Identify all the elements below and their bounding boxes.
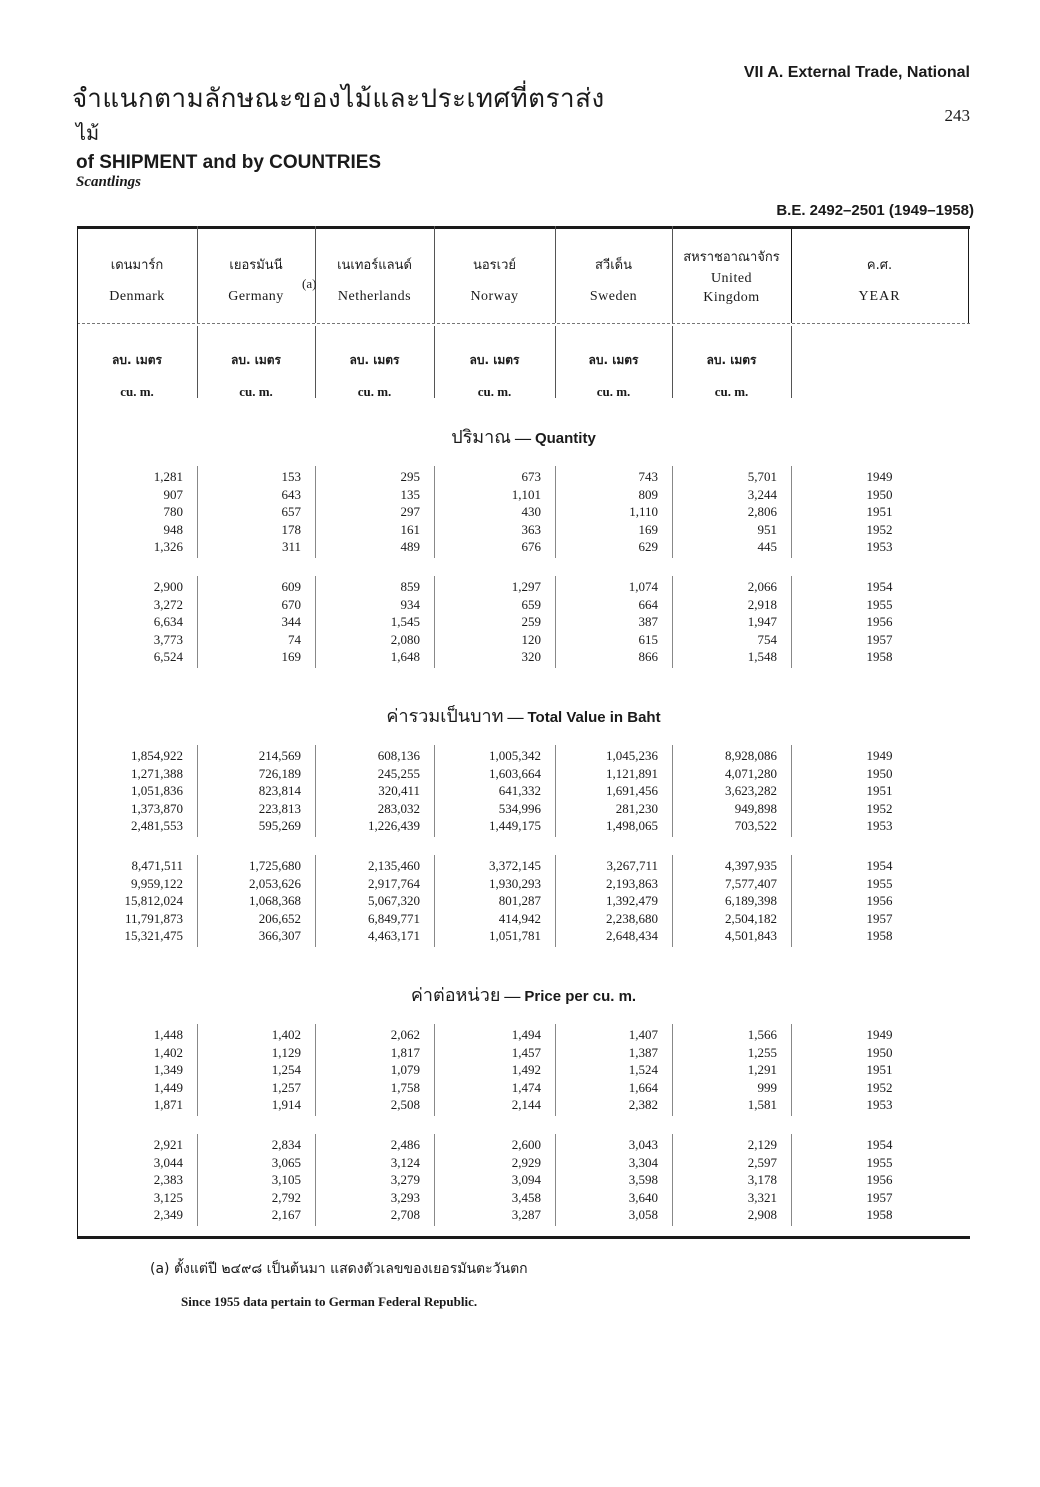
data-cell: 1,448 [153,1027,183,1042]
data-cell: 1,603,664 [489,765,541,781]
data-cell: 2,708 [390,1207,420,1223]
data-cell: 3,044 [153,1154,183,1170]
data-cell: 489 [400,539,420,555]
data-cell: 3,178 [747,1172,777,1188]
year-cell: 1956 [866,614,893,630]
year-cell: 1955 [866,596,893,612]
data-cell: 1,051,781 [489,928,541,944]
column-header-english: United Kingdom [703,271,760,305]
data-cell: 206,652 [258,910,301,926]
data-cell: 15,812,024 [124,893,183,909]
data-cell: 2,806 [747,504,777,520]
data-cell: 676 [521,539,541,555]
data-cell: 4,501,843 [725,928,777,944]
unit-label: ลบ. เมตร cu. m. [112,353,162,399]
data-cell: 2,144 [511,1097,541,1113]
data-cell: 311 [281,539,301,555]
data-cell: 1,449,175 [489,818,541,834]
group-separator [434,1134,435,1226]
data-cell: 743 [638,469,658,484]
column-header-year [791,256,968,306]
year-cell: 1957 [866,631,893,647]
year-cell: 1954 [866,579,893,594]
data-cell: 2,481,553 [131,818,183,834]
data-cell: 161 [400,521,420,537]
data-cell: 15,321,475 [124,928,183,944]
data-cell: 8,928,086 [725,748,777,763]
data-cell: 297 [400,504,420,520]
year-cell: 1952 [866,521,893,537]
data-cell: 948 [163,521,183,537]
year-cell: 1954 [866,858,893,873]
group-separator [197,1024,198,1116]
group-separator [434,745,435,837]
data-cell: 2,129 [747,1137,777,1152]
group-separator [672,466,673,558]
data-cell: 1,545 [390,614,420,630]
data-cell: 1,449 [153,1079,183,1095]
page-number: 243 [944,106,970,125]
data-cell: 2,929 [511,1154,541,1170]
data-cell: 2,349 [153,1207,183,1223]
year-cell: 1949 [866,748,893,763]
data-cell: 2,053,626 [249,875,301,891]
data-cell: 320,411 [378,783,420,799]
data-cell: 430 [521,504,541,520]
data-cell: 445 [757,539,777,555]
data-cell: 1,326 [153,539,183,555]
data-cell: 3,094 [511,1172,541,1188]
data-cell: 1,664 [628,1079,658,1095]
data-cell: 2,383 [153,1172,183,1188]
data-cell: 3,279 [390,1172,420,1188]
column-header-netherlands [315,256,434,306]
data-cell: 214,569 [258,748,301,763]
data-cell: 1,474 [511,1079,541,1095]
group-separator [197,466,198,558]
footnote-english: Since 1955 data pertain to German Federal Republic. [181,1294,478,1309]
column-header-denmark [77,256,197,306]
data-cell: 629 [638,539,658,555]
data-cell: 2,917,764 [368,875,420,891]
data-cell: 2,900 [153,579,183,594]
group-separator [434,466,435,558]
group-separator [555,855,556,947]
data-cell: 3,244 [747,486,777,502]
germany-footnote-marker: (a) [302,276,317,291]
group-separator [555,1024,556,1116]
group-separator [315,855,316,947]
data-cell: 1,817 [390,1044,420,1060]
data-cell: 1,871 [153,1097,183,1113]
data-cell: 8,471,511 [131,858,183,873]
data-cell: 4,397,935 [725,858,777,873]
year-cell: 1952 [866,1079,893,1095]
data-cell: 1,045,236 [606,748,658,763]
year-cell: 1958 [866,649,893,665]
data-cell: 1,407 [628,1027,658,1042]
data-cell: 780 [163,504,183,520]
data-cell: 2,486 [390,1137,420,1152]
data-cell: 1,255 [747,1044,777,1060]
group-separator [555,466,556,558]
data-cell: 703,522 [734,818,777,834]
data-cell: 3,272 [153,596,183,612]
data-cell: 801,287 [498,893,541,909]
group-separator [791,745,792,837]
year-cell: 1951 [866,1062,893,1078]
data-cell: 609 [281,579,301,594]
data-cell: 1,492 [511,1062,541,1078]
thai-title: จำแนกตามลักษณะของไม้และประเทศที่ตราส่ง [72,84,605,114]
year-cell: 1951 [866,783,893,799]
data-cell: 1,281 [153,469,183,484]
data-cell: 6,634 [153,614,183,630]
data-cell: 3,598 [628,1172,658,1188]
data-cell: 366,307 [258,928,301,944]
column-header-united-kingdom [672,248,791,307]
data-cell: 1,498,065 [606,818,658,834]
column-header-norway [434,256,555,306]
data-cell: 9,959,122 [131,875,183,891]
data-cell: 7,577,407 [725,875,777,891]
column-header-germany [197,256,315,306]
data-cell: 866 [638,649,658,665]
data-cell: 1,068,368 [249,893,301,909]
data-cell: 6,849,771 [368,910,420,926]
english-subtitle: Scantlings [76,174,142,190]
data-cell: 3,058 [628,1207,658,1223]
year-cell: 1954 [866,1137,893,1152]
data-cell: 5,067,320 [368,893,420,909]
data-cell: 907 [163,486,183,502]
footnote-thai: (a) ตั้งแต่ปี ๒๔๙๘ เป็นต้นมา แสดงตัวเลขของเยอรมันตะวันตก [150,1261,528,1277]
group-separator [434,576,435,668]
data-cell: 809 [638,486,658,502]
data-cell: 169 [638,521,658,537]
data-cell: 74 [288,631,301,647]
data-cell: 726,189 [258,765,301,781]
data-cell: 281,230 [615,800,658,816]
data-cell: 2,921 [153,1137,183,1152]
data-cell: 1,402 [271,1027,301,1042]
data-cell: 295 [400,469,420,484]
group-separator [197,1134,198,1226]
data-cell: 387 [638,614,658,630]
data-cell: 534,996 [498,800,541,816]
group-separator [434,1024,435,1116]
data-cell: 4,071,280 [725,765,777,781]
data-cell: 2,508 [390,1097,420,1113]
data-cell: 1,101 [511,486,541,502]
data-cell: 3,640 [628,1189,658,1205]
group-separator [791,855,792,947]
data-cell: 1,373,870 [131,800,183,816]
data-cell: 1,226,439 [368,818,420,834]
data-cell: 153 [281,469,301,484]
data-cell: 1,079 [390,1062,420,1078]
english-title: of SHIPMENT and by COUNTRIES [76,152,382,173]
data-cell: 1,548 [747,649,777,665]
data-cell: 3,773 [153,631,183,647]
unit-label: ลบ. เมตร cu. m. [588,353,639,399]
column-header-english: Norway [470,289,519,304]
data-cell: 2,193,863 [606,875,658,891]
data-cell: 1,725,680 [249,858,301,873]
data-cell: 3,304 [628,1154,658,1170]
column-header-thai: เนเทอร์แลนด์ [337,258,412,273]
group-separator [315,745,316,837]
period-label: B.E. 2492–2501 (1949–1958) [776,202,974,219]
data-cell: 2,135,460 [368,858,420,873]
data-cell: 3,105 [271,1172,301,1188]
data-cell: 1,914 [271,1097,301,1113]
data-cell: 1,648 [390,649,420,665]
data-cell: 2,648,434 [606,928,658,944]
group-separator [197,745,198,837]
data-cell: 670 [281,596,301,612]
group-separator [672,855,673,947]
year-cell: 1957 [866,910,893,926]
data-cell: 344 [281,614,301,630]
data-cell: 1,074 [628,579,658,594]
data-cell: 2,792 [271,1189,301,1205]
data-cell: 1,581 [747,1097,777,1113]
data-cell: 1,271,388 [131,765,183,781]
data-cell: 1,930,293 [489,875,541,891]
data-cell: 934 [400,596,420,612]
data-cell: 11,791,873 [124,910,183,926]
data-cell: 754 [757,631,777,647]
data-cell: 2,834 [271,1137,301,1152]
data-cell: 2,062 [390,1027,420,1042]
group-separator [197,576,198,668]
unit-separator [791,326,792,398]
data-cell: 4,463,171 [368,928,420,944]
data-cell: 1,402 [153,1044,183,1060]
unit-label: ลบ. เมตร cu. m. [349,353,400,399]
year-cell: 1957 [866,1189,893,1205]
data-cell: 657 [281,504,301,520]
data-cell: 1,457 [511,1044,541,1060]
data-cell: 1,110 [629,504,658,520]
data-cell: 1,494 [511,1027,541,1042]
data-cell: 2,918 [747,596,777,612]
data-cell: 120 [521,631,541,647]
data-cell: 2,600 [511,1137,541,1152]
data-cell: 1,947 [747,614,777,630]
year-cell: 1958 [866,1207,893,1223]
data-cell: 1,854,922 [131,748,183,763]
data-cell: 2,597 [747,1154,777,1170]
data-cell: 283,032 [377,800,420,816]
data-cell: 1,758 [390,1079,420,1095]
data-cell: 1,524 [628,1062,658,1078]
data-cell: 608,136 [377,748,420,763]
data-cell: 1,387 [628,1044,658,1060]
data-cell: 320 [521,649,541,665]
year-cell: 1953 [866,1097,893,1113]
year-cell: 1950 [866,486,893,502]
group-separator [791,1134,792,1226]
data-cell: 3,267,711 [606,858,658,873]
data-cell: 6,189,398 [725,893,777,909]
table-bottom-rule [77,1236,970,1239]
data-cell: 6,524 [153,649,183,665]
data-cell: 1,254 [271,1062,301,1078]
group-separator [434,855,435,947]
data-cell: 3,124 [390,1154,420,1170]
data-cell: 414,942 [498,910,541,926]
data-cell: 3,623,282 [725,783,777,799]
group-separator [791,1024,792,1116]
column-header-sweden [555,256,672,306]
section-title: ค่ารวมเป็นบาท — Total Value in Baht [386,706,661,727]
table-top-rule [77,226,970,229]
data-cell: 3,321 [747,1189,777,1205]
trade-table [77,226,970,1240]
data-cell: 1,297 [511,579,541,594]
data-cell: 595,269 [258,818,301,834]
data-cell: 3,065 [271,1154,301,1170]
unit-label: ลบ. เมตร cu. m. [706,353,757,399]
year-cell: 1951 [866,504,893,520]
year-cell: 1950 [866,765,893,781]
header-divider [77,323,970,324]
data-cell: 2,382 [628,1097,658,1113]
group-separator [672,745,673,837]
column-header-english: Sweden [589,289,638,304]
group-separator [315,1024,316,1116]
data-cell: 3,287 [511,1207,541,1223]
column-header-english: Denmark [109,289,165,304]
data-cell: 1,566 [747,1027,777,1042]
column-header-thai: สหราชอาณาจักร [683,250,780,265]
column-header-thai: เดนมาร์ก [110,258,164,273]
unit-label: ลบ. เมตร cu. m. [469,353,520,399]
column-header-english: Netherlands [337,289,412,304]
data-cell: 3,293 [390,1189,420,1205]
group-separator [555,1134,556,1226]
year-cell: 1950 [866,1044,893,1060]
data-cell: 1,005,342 [489,748,541,763]
group-separator [672,1024,673,1116]
section-header: VII A. External Trade, National [743,64,970,81]
data-cell: 1,129 [271,1044,301,1060]
data-cell: 823,814 [258,783,301,799]
section-title: ปริมาณ — Quantity [451,427,596,448]
data-cell: 5,701 [747,469,777,484]
data-cell: 664 [638,596,658,612]
data-cell: 859 [400,579,420,594]
group-separator [315,466,316,558]
year-cell: 1956 [866,1172,893,1188]
column-header-english: YEAR [858,289,901,304]
section-title: ค่าต่อหน่วย — Price per cu. m. [410,985,637,1006]
column-header-english: Germany [228,289,284,304]
group-separator [791,466,792,558]
data-cell: 643 [281,486,301,502]
unit-label: ลบ. เมตร cu. m. [231,353,281,399]
data-cell: 1,121,891 [606,765,658,781]
group-separator [555,576,556,668]
year-cell: 1949 [866,1027,893,1042]
data-cell: 2,238,680 [606,910,658,926]
group-separator [555,745,556,837]
group-separator [315,1134,316,1226]
column-header-thai: สวีเด็น [594,258,632,273]
year-cell: 1958 [866,928,893,944]
year-cell: 1953 [866,818,893,834]
data-cell: 951 [757,521,777,537]
data-cell: 169 [281,649,301,665]
data-cell: 2,066 [747,579,777,594]
data-cell: 1,392,479 [606,893,658,909]
data-cell: 3,458 [511,1189,541,1205]
year-cell: 1953 [866,539,893,555]
data-cell: 223,813 [258,800,301,816]
column-header-thai: เยอรมันนี [229,258,283,273]
group-separator [672,1134,673,1226]
year-cell: 1952 [866,800,893,816]
data-cell: 2,504,182 [725,910,777,926]
data-cell: 673 [521,469,541,484]
year-cell: 1955 [866,875,893,891]
data-cell: 2,908 [747,1207,777,1223]
data-cell: 641,332 [498,783,541,799]
data-cell: 1,691,456 [606,783,658,799]
data-cell: 178 [281,521,301,537]
data-cell: 245,255 [377,765,420,781]
data-cell: 259 [521,614,541,630]
data-cell: 3,125 [153,1189,183,1205]
year-cell: 1955 [866,1154,893,1170]
data-cell: 3,372,145 [489,858,541,873]
data-cell: 999 [757,1079,777,1095]
group-separator [315,576,316,668]
data-cell: 1,051,836 [131,783,183,799]
data-cell: 1,291 [747,1062,777,1078]
data-cell: 135 [400,486,420,502]
column-header-thai: ค.ศ. [866,258,893,273]
data-cell: 615 [638,631,658,647]
group-separator [672,576,673,668]
year-cell: 1949 [866,469,893,484]
column-header-thai: นอรเวย์ [472,258,517,273]
data-cell: 2,080 [390,631,420,647]
data-cell: 2,167 [271,1207,301,1223]
group-separator [791,576,792,668]
group-separator [197,855,198,947]
data-cell: 1,257 [271,1079,301,1095]
data-cell: 363 [521,521,541,537]
data-cell: 949,898 [734,800,777,816]
thai-subtitle: ไม้ [76,121,100,145]
data-cell: 659 [521,596,541,612]
table-right-border [968,226,969,323]
data-cell: 1,349 [153,1062,183,1078]
year-cell: 1956 [866,893,893,909]
data-cell: 3,043 [628,1137,658,1152]
